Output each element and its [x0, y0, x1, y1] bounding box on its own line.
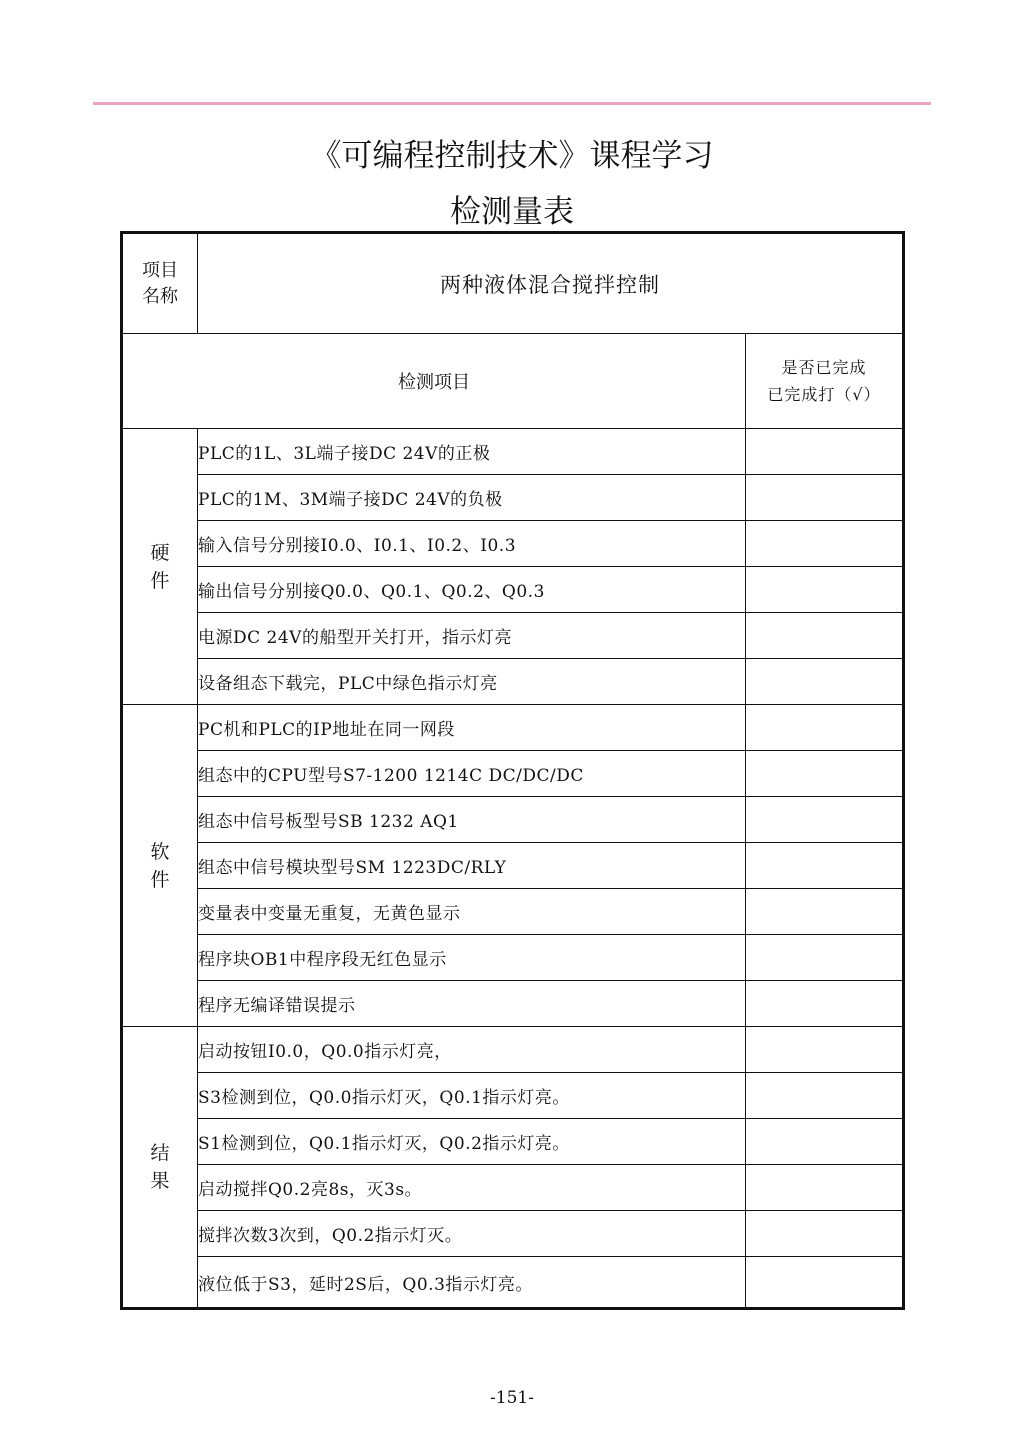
check-item-text: 输入信号分别接I0.0、I0.1、I0.2、I0.3 [198, 521, 746, 567]
project-name: 两种液体混合搅拌控制 [198, 233, 904, 334]
check-row [122, 567, 904, 613]
header-rule [93, 102, 931, 105]
document-title: 《可编程控制技术》课程学习 [310, 138, 714, 174]
check-row [122, 705, 904, 751]
check-row [122, 889, 904, 935]
completion-check-cell[interactable] [746, 1211, 904, 1257]
check-row [122, 1073, 904, 1119]
check-row [122, 981, 904, 1027]
page-number: -151- [490, 1388, 534, 1408]
check-item-text: 组态中信号板型号SB 1232 AQ1 [198, 797, 746, 843]
project-label-line1: 项目 [142, 259, 178, 281]
group-label-software [122, 705, 198, 1027]
group-label-char: 果 [150, 1170, 170, 1192]
check-row [122, 1211, 904, 1257]
completion-check-cell[interactable] [746, 659, 904, 705]
check-item-text: 变量表中变量无重复，无黄色显示 [198, 889, 746, 935]
check-row [122, 429, 904, 475]
check-item-text: 输出信号分别接Q0.0、Q0.1、Q0.2、Q0.3 [198, 567, 746, 613]
project-label [122, 233, 198, 334]
check-item-text: 搅拌次数3次到，Q0.2指示灯灭。 [198, 1211, 746, 1257]
check-item-text: 液位低于S3，延时2S后，Q0.3指示灯亮。 [198, 1257, 746, 1309]
header-done [746, 334, 904, 429]
check-row [122, 475, 904, 521]
completion-check-cell[interactable] [746, 613, 904, 659]
check-item-text: PLC的1L、3L端子接DC 24V的正极 [198, 429, 746, 475]
check-item-text: 组态中信号模块型号SM 1223DC/RLY [198, 843, 746, 889]
group-label-char: 结 [150, 1142, 170, 1164]
completion-check-cell[interactable] [746, 751, 904, 797]
document-subtitle: 检测量表 [450, 194, 574, 230]
project-label-line2: 名称 [142, 285, 178, 307]
check-row [122, 1027, 904, 1073]
check-item-text: 电源DC 24V的船型开关打开，指示灯亮 [198, 613, 746, 659]
group-label-char: 硬 [150, 541, 170, 564]
group-label-hardware [122, 429, 198, 705]
completion-check-cell[interactable] [746, 705, 904, 751]
check-item-text: PLC的1M、3M端子接DC 24V的负极 [198, 475, 746, 521]
group-label-char: 件 [150, 868, 170, 891]
completion-check-cell[interactable] [746, 521, 904, 567]
completion-check-cell[interactable] [746, 1027, 904, 1073]
completion-check-cell[interactable] [746, 935, 904, 981]
check-row [122, 521, 904, 567]
check-row [122, 1257, 904, 1309]
check-item-text: 程序块OB1中程序段无红色显示 [198, 935, 746, 981]
check-item-text: PC机和PLC的IP地址在同一网段 [198, 705, 746, 751]
check-item-text: 设备组态下载完，PLC中绿色指示灯亮 [198, 659, 746, 705]
completion-check-cell[interactable] [746, 797, 904, 843]
check-row [122, 797, 904, 843]
check-row [122, 1165, 904, 1211]
check-item-text: 启动按钮I0.0，Q0.0指示灯亮， [198, 1027, 746, 1073]
check-row [122, 843, 904, 889]
check-row [122, 935, 904, 981]
header-row [122, 334, 904, 429]
completion-check-cell[interactable] [746, 1165, 904, 1211]
check-item-text: S3检测到位，Q0.0指示灯灭，Q0.1指示灯亮。 [198, 1073, 746, 1119]
completion-check-cell[interactable] [746, 981, 904, 1027]
group-label-result [122, 1027, 198, 1309]
check-row [122, 613, 904, 659]
check-row [122, 1119, 904, 1165]
group-label-char: 软 [150, 840, 170, 863]
header-done-line2: 已完成打（√） [767, 385, 881, 404]
header-item: 检测项目 [122, 334, 746, 429]
completion-check-cell[interactable] [746, 843, 904, 889]
check-row [122, 659, 904, 705]
check-item-text: 启动搅拌Q0.2亮8s，灭3s。 [198, 1165, 746, 1211]
completion-check-cell[interactable] [746, 429, 904, 475]
completion-check-cell[interactable] [746, 1073, 904, 1119]
completion-check-cell[interactable] [746, 1257, 904, 1309]
check-row [122, 751, 904, 797]
checklist-table [120, 231, 905, 1310]
project-row [122, 233, 904, 334]
check-item-text: 组态中的CPU型号S7-1200 1214C DC/DC/DC [198, 751, 746, 797]
check-item-text: 程序无编译错误提示 [198, 981, 746, 1027]
completion-check-cell[interactable] [746, 889, 904, 935]
completion-check-cell[interactable] [746, 1119, 904, 1165]
completion-check-cell[interactable] [746, 475, 904, 521]
group-label-char: 件 [150, 569, 170, 592]
check-item-text: S1检测到位，Q0.1指示灯灭，Q0.2指示灯亮。 [198, 1119, 746, 1165]
header-done-line1: 是否已完成 [781, 358, 867, 377]
completion-check-cell[interactable] [746, 567, 904, 613]
